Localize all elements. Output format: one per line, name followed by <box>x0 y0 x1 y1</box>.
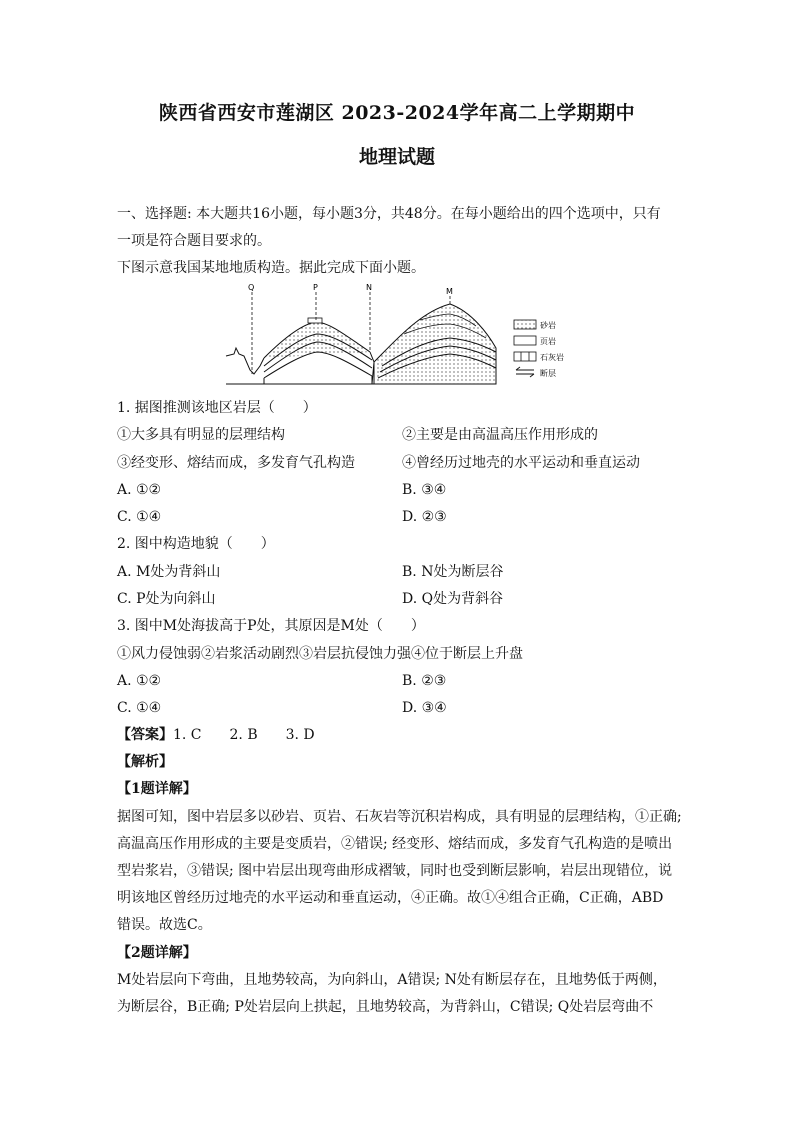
q1-detail-label: 【1题详解】 <box>117 781 197 797</box>
question-1-statement-3: ③经变形、熔结而成，多发育气孔构造 <box>117 455 355 471</box>
legend-shale-swatch <box>514 336 536 345</box>
q2-detail-line-1: M处岩层向下弯曲，且地势较高，为向斜山，A错误; N处有断层存在，且地势低于两侧， <box>117 972 667 988</box>
question-1-statement-1: ①大多具有明显的层理结构 <box>117 427 285 443</box>
q1-detail-line-4: 明该地区曾经历过地壳的水平运动和垂直运动，④正确。故①④组合正确，C正确，ABD <box>117 890 664 906</box>
q2-detail-line-2: 为断层谷，B正确; P处岩层向上拱起，且地势较高，为背斜山，C错误; Q处岩层弯曲不 <box>117 999 654 1015</box>
q1-detail-line-1: 据图可知，图中岩层多以砂岩、页岩、石灰岩等沉积岩构成，具有明显的层理结构，①正确; <box>117 809 682 825</box>
document-title: 陕西省西安市莲湖区 2023-2024学年高二上学期期中 <box>158 102 636 124</box>
section-instructions: 一、选择题: 本大题共16小题，每小题3分，共48分。在每小题给出的四个选项中，只有 <box>117 206 661 222</box>
question-3-statements: ①风力侵蚀弱②岩浆活动剧烈③岩层抗侵蚀力强④位于断层上升盘 <box>117 646 523 662</box>
question-2-option-d: D. Q处为背斜谷 <box>402 591 504 607</box>
legend-shale: 页岩 <box>540 337 556 346</box>
question-1-stem: 1. 据图推测该地区岩层（ ） <box>117 400 317 416</box>
q1-detail-line-3: 型岩浆岩，③错误; 图中岩层出现弯曲形成褶皱，同时也受到断层影响，岩层出现错位，说 <box>117 863 673 879</box>
question-1-option-b: B. ③④ <box>402 482 447 498</box>
label-n: N <box>366 283 372 292</box>
question-2-option-c: C. P处为向斜山 <box>117 591 216 607</box>
geology-cross-section-figure <box>224 282 586 390</box>
section-instructions-cont: 一项是符合题目要求的。 <box>117 233 271 249</box>
legend-limestone-swatch <box>514 352 536 361</box>
legend-sandstone: 砂岩 <box>540 321 556 330</box>
question-3-option-a: A. ①② <box>117 673 162 689</box>
question-1-option-c: C. ①④ <box>117 509 162 525</box>
question-3-option-b: B. ②③ <box>402 673 447 689</box>
legend-limestone: 石灰岩 <box>540 353 564 362</box>
question-1-statement-4: ④曾经历过地壳的水平运动和垂直运动 <box>402 455 640 471</box>
answer-label: 【答案】 <box>117 727 173 743</box>
question-1-statement-2: ②主要是由高温高压作用形成的 <box>402 427 598 443</box>
question-2-stem: 2. 图中构造地貌（ ） <box>117 536 275 552</box>
document-subtitle: 地理试题 <box>358 146 435 168</box>
q1-detail-line-5: 错误。故选C。 <box>117 917 212 933</box>
label-q: Q <box>248 283 255 292</box>
legend-fault-arrow-icon <box>516 367 534 377</box>
legend-fault: 断层 <box>540 369 556 378</box>
question-1-option-d: D. ②③ <box>402 509 447 525</box>
question-3-option-d: D. ③④ <box>402 700 447 716</box>
analysis-label: 【解析】 <box>117 754 173 770</box>
answer-line <box>117 725 315 745</box>
q1-detail-line-2: 高温高压作用形成的主要是变质岩，②错误; 经变形、熔结而成，多发育气孔构造的是喷出 <box>117 836 673 852</box>
answer-values: 1. C 2. B 3. D <box>173 727 315 743</box>
question-1-option-a: A. ①② <box>117 482 162 498</box>
question-2-option-a: A. M处为背斜山 <box>117 564 221 580</box>
question-3-option-c: C. ①④ <box>117 700 162 716</box>
figure-legend <box>514 320 564 378</box>
question-2-option-b: B. N处为断层谷 <box>402 564 504 580</box>
legend-sandstone-swatch <box>514 320 536 329</box>
question-3-stem: 3. 图中M处海拔高于P处，其原因是M处（ ） <box>117 618 425 634</box>
figure-intro: 下图示意我国某地地质构造。据此完成下面小题。 <box>117 260 425 276</box>
label-p: P <box>313 283 318 292</box>
label-m: M <box>446 287 453 296</box>
q2-detail-label: 【2题详解】 <box>117 945 197 961</box>
